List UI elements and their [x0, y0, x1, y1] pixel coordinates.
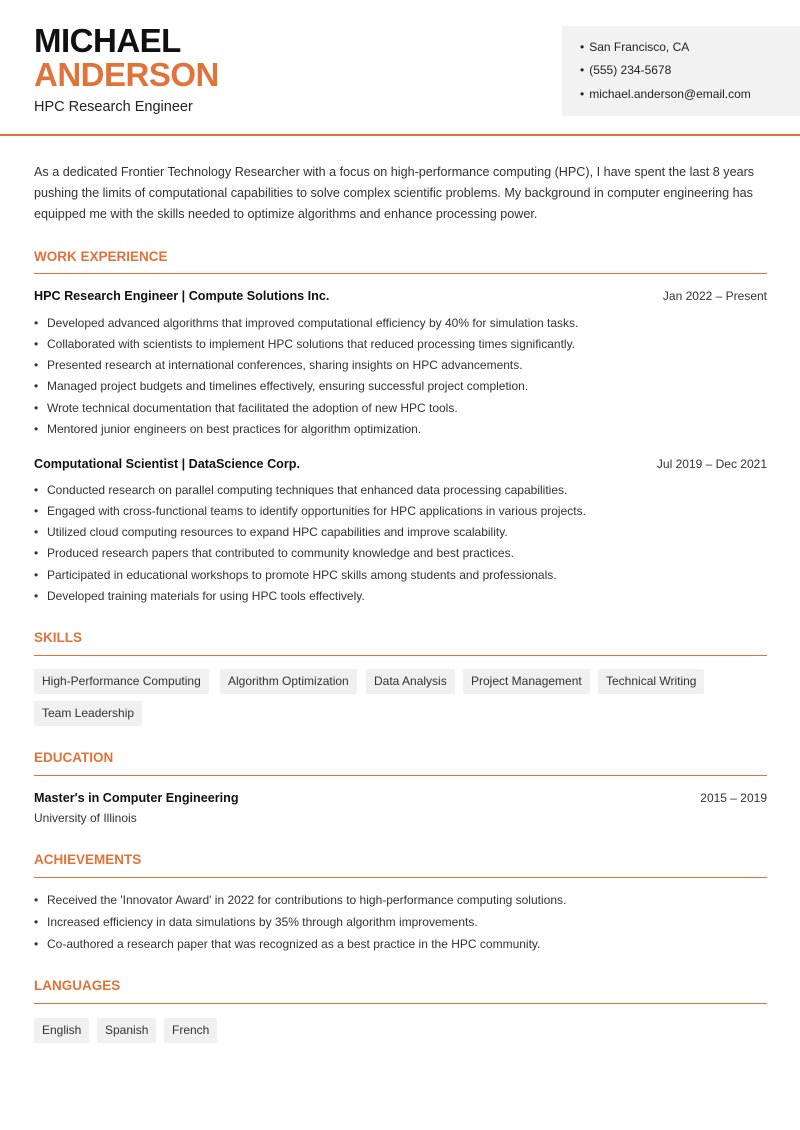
job-bullet: • Developed training materials for using HPC tools effectively. [34, 589, 365, 603]
last-name: ANDERSON [34, 56, 219, 93]
contact-box [562, 26, 800, 116]
skill-tag: Team Leadership [34, 701, 142, 726]
section-divider [34, 877, 767, 878]
job-bullet: • Developed advanced algorithms that improved computational efficiency by 40% for simulation tasks. [34, 316, 578, 330]
contact-phone: • (555) 234-5678 [580, 63, 671, 77]
skill-tag: High-Performance Computing [34, 669, 209, 694]
job-bullet: • Mentored junior engineers on best practices for algorithm optimization. [34, 422, 421, 436]
first-name: MICHAEL [34, 22, 181, 59]
section-divider [34, 273, 767, 274]
job-dates: Jan 2022 – Present [662, 289, 767, 303]
education-school: University of Illinois [34, 811, 137, 825]
language-tag: French [164, 1018, 217, 1043]
contact-email: • michael.anderson@email.com [580, 87, 751, 101]
section-title-work: WORK EXPERIENCE [34, 249, 168, 264]
job-bullet: • Presented research at international conferences, sharing insights on HPC advancements. [34, 358, 523, 372]
section-title-skills: SKILLS [34, 630, 83, 645]
education-degree: Master's in Computer Engineering [34, 791, 239, 805]
job-dates: Jul 2019 – Dec 2021 [656, 457, 767, 471]
achievement-item: • Increased efficiency in data simulations by 35% through algorithm improvements. [34, 915, 478, 929]
section-title-education: EDUCATION [34, 750, 114, 765]
summary-paragraph: As a dedicated Frontier Technology Researcher with a focus on high-performance computing (HPC), I have spent the last 8 years pushing the limits of computational capabilities to solve complex scientific problems. My background in computer engineering has equipped me with the skills needed to optimize algorithms and enhance processing power. [34, 165, 755, 221]
job-role: Computational Scientist | DataScience Corp. [34, 457, 300, 471]
skill-tag: Technical Writing [598, 669, 704, 694]
section-title-achievements: ACHIEVEMENTS [34, 852, 142, 867]
job-role: HPC Research Engineer | Compute Solutions Inc. [34, 289, 330, 303]
job-bullet: • Conducted research on parallel computing techniques that enhanced data processing capabilities. [34, 483, 567, 497]
skill-tag: Algorithm Optimization [220, 669, 357, 694]
job-bullet: • Collaborated with scientists to implement HPC solutions that reduced processing times significantly. [34, 337, 575, 351]
achievement-item: • Co-authored a research paper that was recognized as a best practice in the HPC community. [34, 937, 540, 951]
contact-location: • San Francisco, CA [580, 40, 689, 54]
achievement-item: • Received the 'Innovator Award' in 2022 for contributions to high-performance computing solutions. [34, 893, 566, 907]
section-divider [34, 1003, 767, 1004]
job-bullet: • Utilized cloud computing resources to expand HPC capabilities and improve scalability. [34, 525, 508, 539]
job-title: HPC Research Engineer [34, 99, 193, 115]
language-tag: English [34, 1018, 89, 1043]
job-bullet: • Produced research papers that contributed to community knowledge and best practices. [34, 546, 514, 560]
job-bullet: • Managed project budgets and timelines effectively, ensuring successful project completion. [34, 379, 528, 393]
resume-header [0, 0, 800, 136]
education-dates: 2015 – 2019 [700, 791, 767, 805]
section-title-languages: LANGUAGES [34, 978, 121, 993]
job-bullet: • Wrote technical documentation that facilitated the adoption of new HPC tools. [34, 401, 458, 415]
language-tag: Spanish [97, 1018, 156, 1043]
section-divider [34, 775, 767, 776]
job-bullet: • Engaged with cross-functional teams to identify opportunities for HPC applications in various projects. [34, 504, 586, 518]
section-divider [34, 655, 767, 656]
job-bullet: • Participated in educational workshops to promote HPC skills among students and professionals. [34, 568, 557, 582]
skill-tag: Project Management [463, 669, 590, 694]
skill-tag: Data Analysis [366, 669, 455, 694]
